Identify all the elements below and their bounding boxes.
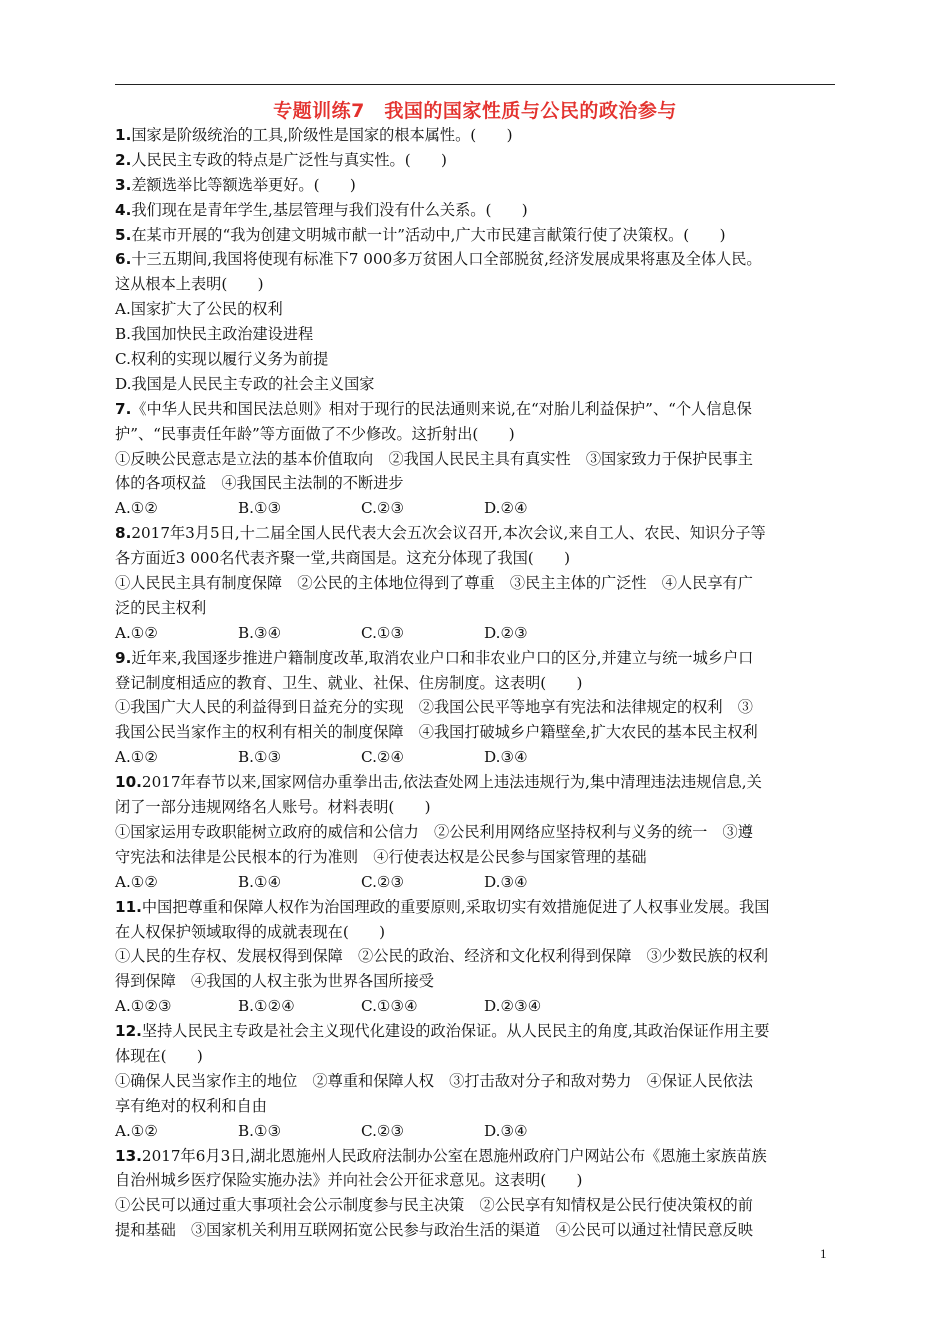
answer-choice: B.我国加快民主政治建设进程 — [115, 325, 314, 344]
question-number: 3. — [115, 175, 132, 194]
answer-choice: A.国家扩大了公民的权利 — [115, 300, 283, 319]
answer-option: B.①③ — [238, 748, 282, 767]
question-line — [115, 1019, 837, 1044]
page-number: 1 — [820, 1246, 827, 1261]
question-text: 提和基础 ③国家机关利用互联网拓宽公民参与政治生活的渠道 ④公民可以通过社情民意反映 — [115, 1221, 753, 1240]
answer-option: C.①③④ — [361, 997, 418, 1016]
question-item — [115, 247, 837, 396]
answer-option: A.①②③ — [115, 997, 172, 1016]
question-line — [115, 1094, 837, 1119]
question-number: 13. — [115, 1146, 142, 1165]
answer-option: A.①② — [115, 872, 159, 891]
question-line — [115, 1168, 837, 1193]
question-text: 自治州城乡医疗保险实施办法》并向社会公开征求意见。这表明( ) — [115, 1171, 583, 1190]
answer-option: B.①③ — [238, 499, 282, 518]
answer-option: C.②④ — [361, 748, 405, 767]
question-line — [115, 571, 837, 596]
answer-choice: D.我国是人民民主专政的社会主义国家 — [115, 374, 375, 393]
question-text: 在某市开展的“我为创建文明城市献一计”活动中,广大市民建言献策行使了决策权。( ) — [131, 225, 726, 244]
question-text: 《中华人民共和国民法总则》相对于现行的民法通则来说,在“对胎儿利益保护”、“个人信息保 — [131, 399, 752, 418]
answer-choice: C.权利的实现以履行义务为前提 — [115, 350, 329, 369]
question-number: 2. — [115, 150, 132, 169]
answer-option: D.③④ — [484, 748, 528, 767]
answer-option: A.①② — [115, 1121, 159, 1140]
question-line — [115, 198, 837, 223]
answer-options — [115, 496, 837, 521]
question-number: 4. — [115, 200, 132, 219]
answer-option: B.①③ — [238, 1121, 282, 1140]
answer-option: B.③④ — [238, 623, 282, 642]
question-line — [115, 969, 837, 994]
answer-option: D.②③ — [484, 623, 528, 642]
answer-option: D.③④ — [484, 1121, 528, 1140]
question-number: 9. — [115, 648, 132, 667]
question-text: 守宪法和法律是公民根本的行为准则 ④行使表达权是公民参与国家管理的基础 — [115, 847, 647, 866]
question-number: 5. — [115, 225, 132, 244]
question-text: 这从根本上表明( ) — [115, 275, 264, 294]
question-line — [115, 123, 837, 148]
question-number: 1. — [115, 126, 132, 144]
question-text: ①反映公民意志是立法的基本价值取向 ②我国人民民主具有真实性 ③国家致力于保护民事主 — [115, 449, 753, 468]
question-text: 近年来,我国逐步推进户籍制度改革,取消农业户口和非农业户口的区分,并建立与统一城乡户口 — [131, 648, 754, 667]
answer-option: A.①② — [115, 748, 159, 767]
question-text: 得到保障 ④我国的人权主张为世界各国所接受 — [115, 972, 434, 991]
question-text: 泛的民主权利 — [115, 598, 207, 617]
question-line — [115, 720, 837, 745]
question-text: 在人权保护领域取得的成就表现在( ) — [115, 922, 386, 941]
question-text: 中国把尊重和保障人权作为治国理政的重要原则,采取切实有效措施促进了人权事业发展。我国 — [141, 897, 770, 916]
question-text: 坚持人民民主专政是社会主义现代化建设的政治保证。从人民民主的角度,其政治保证作用主要 — [141, 1022, 770, 1041]
question-text: 2017年3月5日,十二届全国人民代表大会五次会议召开,本次会议,来自工人、农民、知识分子等 — [131, 524, 766, 543]
question-text: 差额选举比等额选举更好。( ) — [131, 175, 356, 194]
question-text: 国家是阶级统治的工具,阶级性是国家的根本属性。( ) — [131, 126, 513, 144]
question-number: 10. — [115, 773, 142, 792]
question-number: 11. — [115, 897, 142, 916]
question-text: ①公民可以通过重大事项社会公示制度参与民主决策 ②公民享有知情权是公民行使决策权的前 — [115, 1196, 753, 1215]
question-line — [115, 247, 837, 272]
question-line — [115, 671, 837, 696]
question-item — [115, 1144, 837, 1244]
question-text: 我们现在是青年学生,基层管理与我们没有什么关系。( ) — [131, 200, 528, 219]
question-line — [115, 447, 837, 472]
question-text: ①人民民主具有制度保障 ②公民的主体地位得到了尊重 ③民主主体的广泛性 ④人民享有广 — [115, 574, 753, 593]
question-item — [115, 770, 837, 894]
question-text: ①国家运用专政职能树立政府的威信和公信力 ②公民利用网络应坚持权利与义务的统一 ③遵 — [115, 822, 753, 841]
question-text: ①我国广大人民的利益得到日益充分的实现 ②我国公民平等地享有宪法和法律规定的权利 ③ — [115, 698, 753, 717]
answer-option: D.②④ — [484, 499, 528, 518]
question-number: 6. — [115, 250, 132, 269]
answer-option: A.①② — [115, 499, 159, 518]
answer-options — [115, 621, 837, 646]
answer-option: B.①④ — [238, 872, 282, 891]
question-line — [115, 1069, 837, 1094]
question-line — [115, 646, 837, 671]
question-item — [115, 397, 837, 521]
answer-option: C.②③ — [361, 499, 405, 518]
question-list — [115, 123, 837, 1243]
question-number: 8. — [115, 524, 132, 543]
question-text: 登记制度相适应的教育、卫生、就业、社保、住房制度。这表明( ) — [115, 673, 583, 692]
question-line — [115, 770, 837, 795]
question-line — [115, 1144, 837, 1169]
question-text: 2017年6月3日,湖北恩施州人民政府法制办公室在恩施州政府门户网站公布《恩施土家族苗族 — [141, 1146, 767, 1165]
question-text: 享有绝对的权利和自由 — [115, 1096, 267, 1115]
question-text: ①人民的生存权、发展权得到保障 ②公民的政治、经济和文化权利得到保障 ③少数民族的权利 — [115, 947, 769, 966]
answer-option: C.②③ — [361, 872, 405, 891]
question-line — [115, 845, 837, 870]
question-number: 7. — [115, 399, 132, 418]
question-text: 护”、“民事责任年龄”等方面做了不少修改。这折射出( ) — [115, 424, 515, 443]
page-title: 专题训练7 我国的国家性质与公民的政治参与 — [273, 100, 677, 122]
question-text: ①确保人民当家作主的地位 ②尊重和保障人权 ③打击敌对分子和敌对势力 ④保证人民依法 — [115, 1071, 753, 1090]
question-number: 12. — [115, 1022, 142, 1041]
question-text: 2017年春节以来,国家网信办重拳出击,依法查处网上违法违规行为,集中清理违法违规信息,关 — [141, 773, 762, 792]
question-item — [115, 223, 837, 248]
question-text: 我国公民当家作主的权利有相关的制度保障 ④我国打破城乡户籍壁垒,扩大农民的基本民主权利 — [115, 723, 758, 742]
answer-option: D.③④ — [484, 872, 528, 891]
question-item — [115, 646, 837, 770]
question-line — [115, 920, 837, 945]
answer-option: C.①③ — [361, 623, 405, 642]
question-text: 各方面近3 000名代表齐聚一堂,共商国是。这充分体现了我国( ) — [115, 549, 571, 568]
question-line — [115, 820, 837, 845]
question-text: 体的各项权益 ④我国民主法制的不断进步 — [115, 474, 404, 493]
question-line — [115, 895, 837, 920]
answer-options — [115, 870, 837, 895]
question-text: 体现在( ) — [115, 1046, 203, 1065]
question-line — [115, 148, 837, 173]
question-item — [115, 123, 837, 148]
question-line — [115, 1044, 837, 1069]
question-line — [115, 397, 837, 422]
question-text: 闭了一部分违规网络名人账号。材料表明( ) — [115, 798, 431, 817]
answer-option: B.①②④ — [238, 997, 295, 1016]
answer-option: D.②③④ — [484, 997, 542, 1016]
answer-option: A.①② — [115, 623, 159, 642]
question-line — [115, 795, 837, 820]
question-line — [115, 944, 837, 969]
question-line — [115, 695, 837, 720]
question-line — [115, 1193, 837, 1218]
answer-options — [115, 994, 837, 1019]
header-rule — [115, 84, 835, 85]
question-line — [115, 546, 837, 571]
answer-option: C.②③ — [361, 1121, 405, 1140]
question-item — [115, 148, 837, 173]
question-text: 人民民主专政的特点是广泛性与真实性。( ) — [131, 150, 447, 169]
answer-options — [115, 745, 837, 770]
question-line — [115, 596, 837, 621]
question-text: 十三五期间,我国将使现有标准下7 000多万贫困人口全部脱贫,经济发展成果将惠及全体人民。 — [131, 250, 762, 269]
question-line — [115, 471, 837, 496]
question-item — [115, 173, 837, 198]
question-item — [115, 521, 837, 645]
question-line — [115, 223, 837, 248]
question-line — [115, 1218, 837, 1243]
answer-options — [115, 1119, 837, 1144]
question-line — [115, 422, 837, 447]
question-item — [115, 895, 837, 1019]
question-item — [115, 198, 837, 223]
question-line — [115, 272, 837, 297]
question-line — [115, 173, 837, 198]
question-line — [115, 521, 837, 546]
question-item — [115, 1019, 837, 1143]
